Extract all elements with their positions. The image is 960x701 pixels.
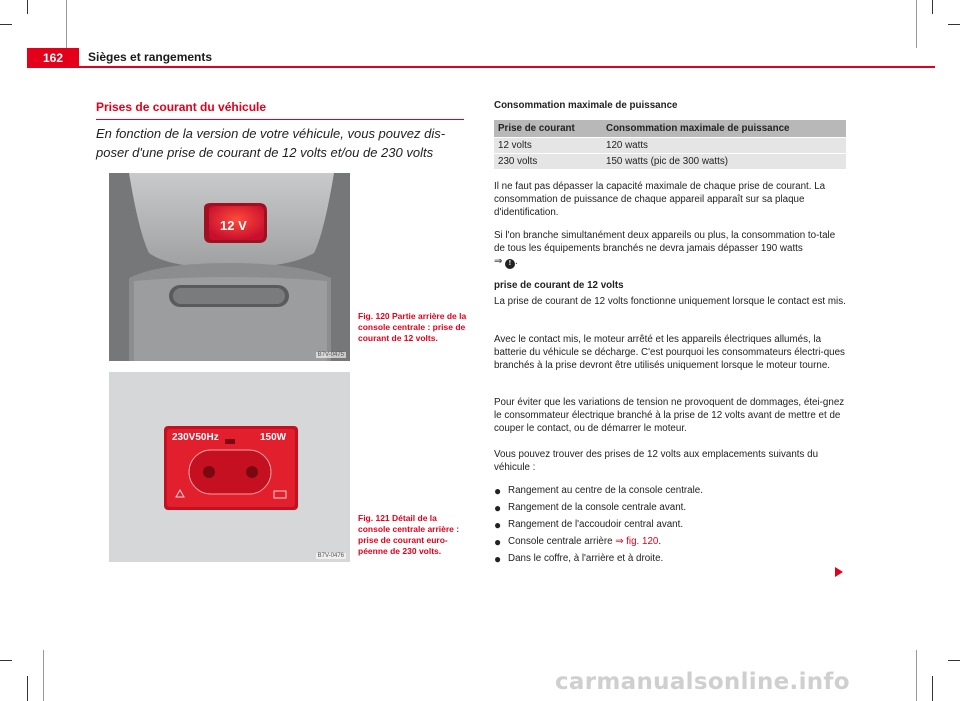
crop-mark: [0, 660, 12, 661]
figure-link[interactable]: ⇒ fig. 120: [615, 536, 659, 547]
crop-mark: [27, 0, 28, 14]
plate-voltage-label: 230V50Hz: [172, 432, 219, 443]
power-consumption-table: [494, 119, 846, 170]
socket-plate-illustration: [109, 372, 350, 562]
paragraph-text: Si l'on branche simultanément deux appareils ou plus, la consommation to-tale de tous les équipements branchés ne devra jamais dépasser 190 watts: [494, 230, 836, 254]
table-cell: 120 watts: [602, 138, 846, 153]
figure-230v-socket: [109, 372, 350, 562]
warning-icon[interactable]: !: [505, 259, 515, 269]
crop-mark: [916, 0, 917, 48]
figure-caption-121: Fig. 121 Détail de la console centrale arrière : prise de courant euro-péenne de 230 volts.: [358, 513, 460, 556]
crop-mark: [932, 676, 933, 701]
plate-power-label: 150W: [260, 432, 287, 443]
crop-mark: [66, 0, 67, 48]
table-header-cell: Prise de courant: [494, 120, 602, 137]
paragraph: Il ne faut pas dépasser la capacité maximale de chaque prise de courant. La consommation de puissance de chaque appareil apparaît sur sa plaque d'identification.: [494, 181, 826, 218]
bullet-icon: ●: [494, 552, 502, 566]
table-row: [494, 138, 846, 153]
paragraph: Vous pouvez trouver des prises de 12 volts aux emplacements suivants du véhicule :: [494, 449, 819, 473]
page-number: 162: [27, 48, 79, 68]
bullet-icon: ●: [494, 484, 502, 498]
section-rule: [96, 119, 464, 120]
figure-12v-socket: [109, 173, 350, 361]
paragraph: La prise de courant de 12 volts fonctionne uniquement lorsque le contact est mis.: [494, 296, 846, 307]
crop-mark: [948, 24, 960, 25]
table-row: [494, 154, 846, 169]
table-header-cell: Consommation maximale de puissance: [602, 120, 846, 137]
figure-code: B7V-0476: [317, 553, 344, 559]
bullet-icon: ●: [494, 518, 502, 532]
arrow-icon: ⇒: [494, 256, 503, 267]
crop-mark: [27, 676, 28, 701]
watermark: carmanualsonline.info: [555, 669, 850, 695]
figure-code: B7V-0475: [317, 352, 344, 358]
table-title: Consommation maximale de puissance: [494, 100, 678, 111]
bullet-icon: ●: [494, 501, 502, 515]
crop-mark: [932, 0, 933, 14]
crop-mark: [0, 24, 12, 25]
table-cell: 150 watts (pic de 300 watts): [602, 154, 846, 169]
period: .: [514, 256, 518, 267]
header-rule: [27, 66, 935, 68]
continue-arrow-icon: [835, 567, 843, 577]
section-heading: Prises de courant du véhicule: [96, 100, 267, 114]
table-header-row: [494, 120, 846, 137]
paragraph: Avec le contact mis, le moteur arrêté et les appareils électriques allumés, la batterie du véhicule se décharge. C'est pourquoi les consommateurs électri-ques branchés à la prise devront être utilisés uniquement lorsque le moteur tourne.: [494, 334, 845, 371]
console-illustration: [109, 173, 350, 361]
crop-mark: [43, 650, 44, 701]
list-item-text: Console centrale arrière: [508, 536, 616, 547]
figure-caption-120: Fig. 120 Partie arrière de la console centrale : prise de courant de 12 volts.: [358, 311, 467, 343]
period: .: [658, 536, 662, 547]
crop-mark: [948, 660, 960, 661]
socket-label: 12 V: [220, 218, 247, 233]
crop-mark: [916, 650, 917, 701]
bullet-icon: ●: [494, 535, 502, 549]
paragraph-warning: [494, 229, 846, 269]
paragraph: Pour éviter que les variations de tension ne provoquent de dommages, étei-gnez le consommateur électrique branché à la prise de 12 volts avant de mettre et de couper le contact, ou de démarrer le moteur.: [494, 397, 845, 434]
table-cell: 230 volts: [494, 154, 602, 169]
chapter-title: Sièges et rangements: [88, 50, 213, 64]
table-cell: 12 volts: [494, 138, 602, 153]
section-intro: En fonction de la version de votre véhicule, vous pouvez dis-poser d'une prise de courant de 12 volts et/ou de 230 volts: [96, 126, 446, 160]
subheading: prise de courant de 12 volts: [494, 280, 624, 291]
